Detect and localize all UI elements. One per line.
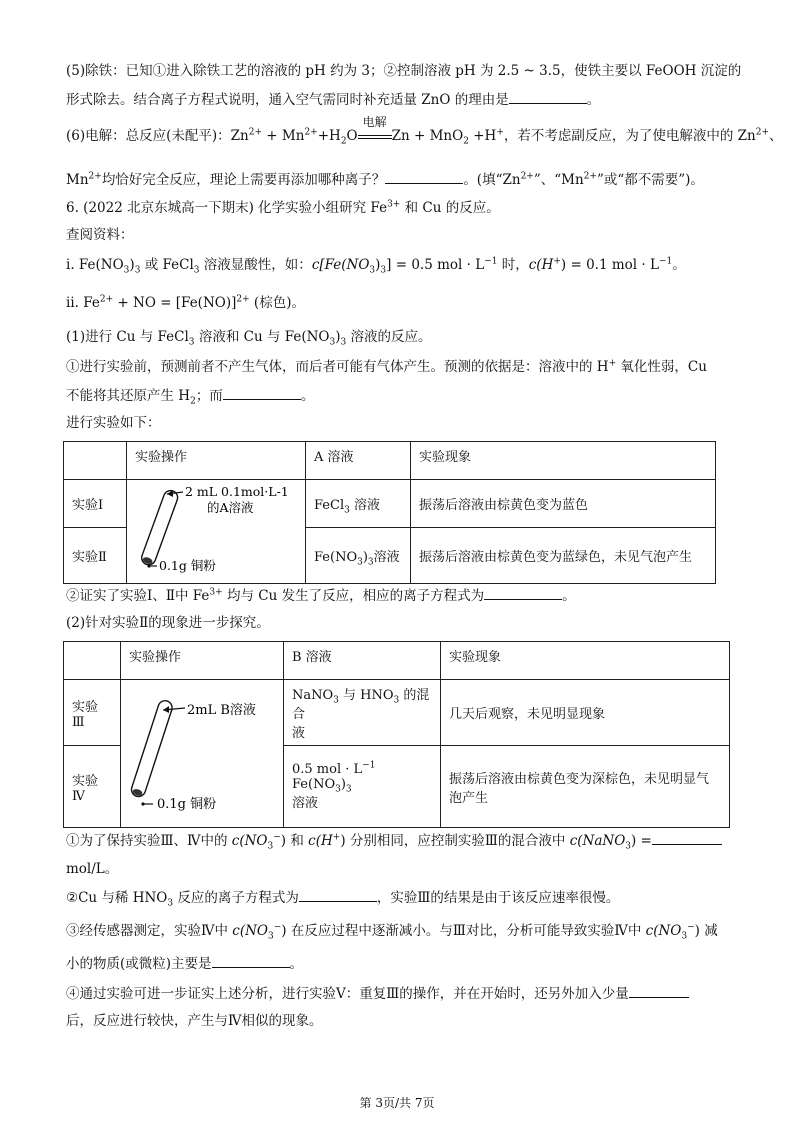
- exp4-solution: 0.5 mol · $L^{-1}$ $Fe(NO_3)_3$ 溶液: [284, 746, 441, 828]
- answer-blank[interactable]: [484, 586, 562, 600]
- answer-blank[interactable]: [385, 170, 463, 184]
- exp3-observation: 几天后观察，未见明显现象: [441, 680, 730, 746]
- table2-header-operation: 实验操作: [121, 642, 284, 680]
- reference-ii: ⅱ. $Fe^{2+}$ + NO = $[Fe(NO)]^{2+}$ (棕色)。: [66, 294, 305, 311]
- table1-header-operation: 实验操作: [127, 442, 306, 480]
- test-tube-diagram-1: [127, 482, 305, 582]
- q2-1-line1: ①为了保持实验Ⅲ、Ⅳ中的 $c(NO_3^-)$ 和 c(H+) 分别相同，应控制实验Ⅲ的混合液中 c(NaNO$_3$) =: [66, 831, 722, 850]
- table2-header-empty: [64, 642, 121, 680]
- q1-1-line1: ①进行实验前，预测前者不产生气体，而后者可能有气体产生。预测的依据是：溶液中的 H+ 氧化性弱，Cu: [66, 358, 707, 375]
- answer-blank[interactable]: [509, 90, 587, 104]
- q6-electrolysis-line1: (6)电解：总反应(未配平)：$Zn^{2+} + Mn^{2+}+H_2O$ 电解 Zn + MnO$_2$ +H+，若不考虑副反应，为了使电解液中的 $Zn^{2+}$、: [66, 115, 783, 147]
- exp4-observation: 振荡后溶液由棕黄色变为深棕色，未见明显气 泡产生: [441, 746, 730, 828]
- exp1-solution: FeCl$_3$ 溶液: [306, 480, 411, 528]
- exp2-observation: 振荡后溶液由棕黄色变为蓝绿色，未见气泡产生: [411, 528, 716, 584]
- page-footer: 第 3页/共 7页: [359, 1096, 435, 1110]
- reference-i: ⅰ. $Fe(NO_3)_3$ 或 FeCl$_3$ 溶液显酸性，如：$c[Fe(NO_3)_3] = 0.5$ mol · $L^{-1}$ 时，c(H+) = 0.1 mol · $L^{-1}$。: [66, 256, 686, 276]
- table1-apparatus-cell: [127, 480, 306, 584]
- exp3-solution: NaNO$_3$ 与 $HNO_3$ 的混合 液: [284, 680, 441, 746]
- figure2-label-bottom: 0.1g 铜粉: [157, 796, 217, 812]
- table2-apparatus-cell: [121, 680, 284, 828]
- answer-blank[interactable]: [299, 888, 377, 902]
- q1-1-line2: 不能将其还原产生 $H_2$；而 。: [66, 388, 315, 407]
- answer-blank[interactable]: [212, 954, 290, 968]
- q2-3-line1: ③经传感器测定，实验Ⅳ中 $c(NO_3^-)$ 在反应过程中逐渐减小。与Ⅲ对比，分析可能导致实验Ⅳ中 $c(NO_3^-)$ 减: [66, 922, 718, 942]
- exp2-solution: $Fe(NO_3)_3$溶液: [306, 528, 411, 584]
- electrolysis-equals: 电解: [358, 127, 392, 145]
- experiments-intro: 进行实验如下：: [66, 415, 161, 431]
- exp2-label: 实验Ⅱ: [64, 528, 127, 584]
- q2-1-line2: mol/L。: [66, 861, 119, 877]
- figure1-label-mid: 的A溶液: [207, 499, 254, 515]
- test-tube-icon: [140, 488, 180, 566]
- figure2-label-top: 2mL B溶液: [187, 702, 256, 718]
- lookup-label: 查阅资料：: [66, 227, 134, 243]
- q2-4-line2: 后，反应进行较快，产生与Ⅳ相似的现象。: [66, 1013, 323, 1029]
- q5-line2: 形式除去。结合离子方程式说明，通入空气需同时补充适量 ZnO 的理由是 。: [66, 92, 601, 108]
- exp1-label: 实验Ⅰ: [64, 480, 127, 528]
- exp1-observation: 振荡后溶液由棕黄色变为蓝色: [411, 480, 716, 528]
- experiment-table-1: [63, 441, 716, 584]
- figure1-label-top: 2 mL 0.1mol·L-1: [185, 483, 289, 499]
- q2-2-line: ②Cu 与稀 $HNO_3$ 反应的离子方程式为 ，实验Ⅲ的结果是由于该反应速率很慢。: [66, 890, 620, 909]
- exp4-label: 实验 Ⅳ: [64, 746, 121, 828]
- answer-blank[interactable]: [652, 831, 722, 845]
- table2-header-observation: 实验现象: [441, 642, 730, 680]
- q6-electrolysis-line2: $Mn^{2+}$均恰好完全反应，理论上需要再添加哪种离子？ 。(填“$Zn^{2+}$”、“$Mn^{2+}$”或“都不需要”)。: [66, 171, 704, 188]
- q6-heading: 6. (2022 北京东城高一下期末) 化学实验小组研究 $Fe^{3+}$ 和 Cu 的反应。: [66, 199, 500, 216]
- q2-4-line1: ④通过实验可进一步证实上述分析，进行实验Ⅴ：重复Ⅲ的操作，并在开始时，还另外加入少量: [66, 984, 689, 1003]
- test-tube-diagram-2: [121, 684, 283, 824]
- q1-2-line: ②证实了实验Ⅰ、Ⅱ中 $Fe^{3+}$ 均与 Cu 发生了反应，相应的离子方程式为 。: [66, 587, 576, 604]
- figure1-label-bottom: 0.1g 铜粉: [159, 557, 216, 573]
- answer-blank[interactable]: [629, 984, 689, 998]
- part-2-heading: (2)针对实验Ⅱ的现象进一步探究。: [66, 615, 270, 631]
- exp3-label: 实验 Ⅲ: [64, 680, 121, 746]
- table1-header-empty: [64, 442, 127, 480]
- answer-blank[interactable]: [223, 386, 301, 400]
- table1-header-observation: 实验现象: [411, 442, 716, 480]
- test-tube-icon: [130, 698, 174, 797]
- q2-3-line2: 小的物质(或微粒)主要是 。: [66, 956, 304, 972]
- experiment-table-2: [63, 641, 730, 828]
- q5-line1: (5)除铁：已知①进入除铁工艺的溶液的 pH 约为 3；②控制溶液 pH 为 2.5 ~ 3.5，使铁主要以 FeOOH 沉淀的: [66, 63, 742, 79]
- table2-header-solution: B 溶液: [284, 642, 441, 680]
- table1-header-solution: A 溶液: [306, 442, 411, 480]
- part-1-heading: (1)进行 Cu 与 FeCl$_3$ 溶液和 Cu 与 $Fe(NO_3)_3$ 溶液的反应。: [66, 329, 432, 348]
